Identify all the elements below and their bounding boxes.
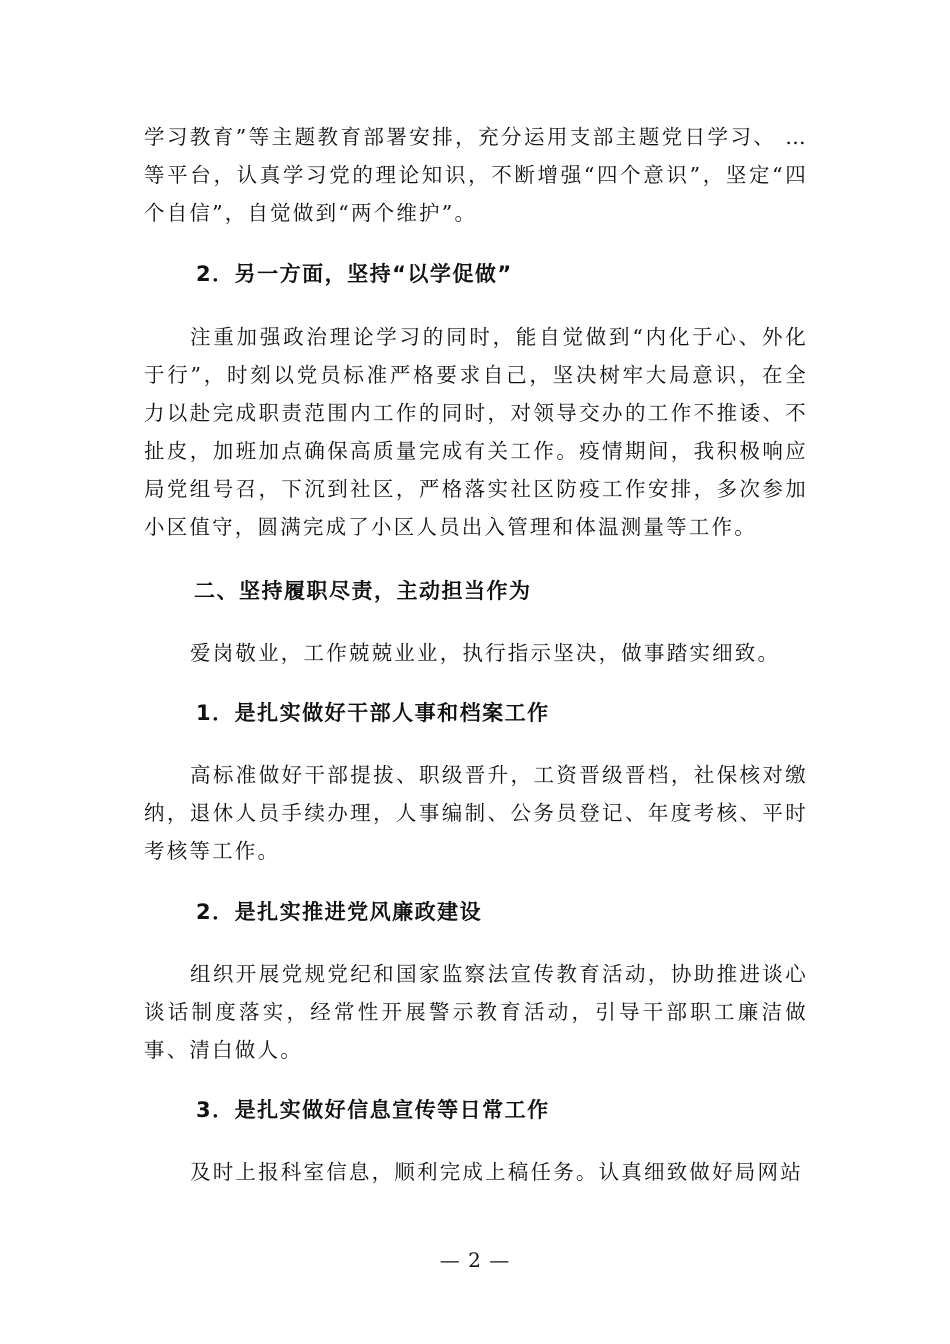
paragraph-integrity-education: 组织开展党规党纪和国家监察法宣传教育活动，协助推进谈心谈话制度落实，经常性开展警示教育活动，引导干部职工廉洁做事、清白做人。 (144, 962, 808, 1062)
paragraph-political-theory: 注重加强政治理论学习的同时，能自觉做到“内化于心、外化于行”，时刻以党员标准严格要求自己，坚决树牢大局意识，在全力以赴完成职责范围内工作的同时，对领导交办的工作不推诿、不扯皮，加班加点确保高质量完成有关工作。疫情期间，我积极响应局党组号召，下沉到社区，严格落实社区防疫工作安排，多次参加小区值守，圆满完成了小区人员出入管理和体温测量等工作。 (144, 325, 808, 539)
page-number: — 2 — (439, 1248, 511, 1272)
paragraph-information-reporting: 及时上报科室信息，顺利完成上稿任务。认真细致做好局网站 (190, 1160, 803, 1184)
heading-integrity-construction: 2．是扎实推进党风廉政建设 (196, 900, 483, 924)
heading-personnel-archives: 1．是扎实做好干部人事和档案工作 (196, 701, 550, 725)
heading-learn-promote-action: 2．另一方面，坚持“以学促做” (196, 262, 513, 286)
heading-information-publicity: 3．是扎实做好信息宣传等日常工作 (196, 1098, 550, 1122)
paragraph-personnel-work: 高标准做好干部提拔、职级晋升，工资晋级晋档，社保核对缴纳，退休人员手续办理，人事编制、公务员登记、年度考核、平时考核等工作。 (144, 763, 808, 863)
heading-section-two: 二、坚持履职尽责，主动担当作为 (194, 579, 532, 603)
paragraph-dedication: 爱岗敬业，工作兢兢业业，执行指示坚决，做事踏实细致。 (190, 641, 781, 665)
paragraph-study-education: 学习教育”等主题教育部署安排，充分运用支部主题党日学习、 …等平台，认真学习党的理论知识，不断增强“四个意识”，坚定“四个自信”，自觉做到“两个维护”。 (144, 125, 808, 225)
